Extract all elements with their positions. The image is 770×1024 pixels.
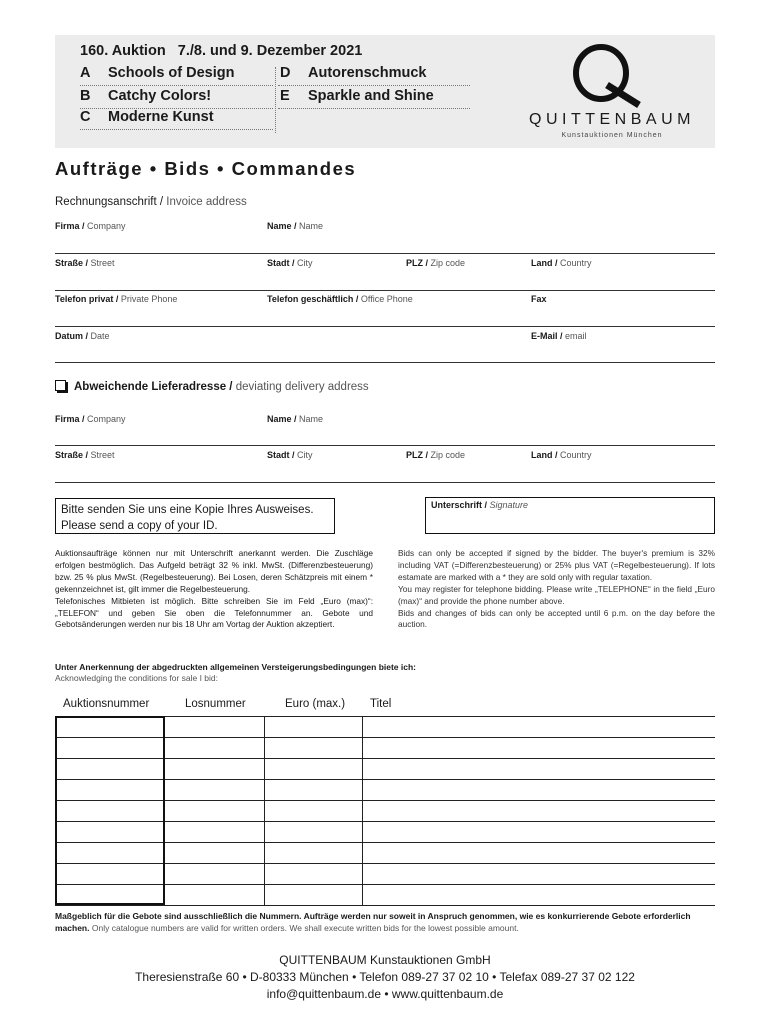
divider	[278, 108, 470, 109]
auction-title: 160. Auktion 7./8. und 9. Dezember 2021	[80, 43, 363, 59]
terms-english: Bids can only be accepted if signed by the bidder. The buyer's premium is 32% including VAT (=Differenzbesteuerung) or 25% plus VAT (=Regelbesteuerung). If lots estamate are marked with a * they are sold only with regular taxation. You may register for telephone bidding. Please write „TELEPHONE“ in the field „Euro (max)“ and provide the phone number above. Bids and changes of bids can only be accepted until 6 p.m. on the day before the auction.	[398, 548, 715, 630]
email-field[interactable]: E-Mail / email	[531, 331, 587, 341]
bid-footnote: Maßgeblich für die Gebote sind ausschließlich die Nummern. Aufträge werden nur soweit in Anspruch genommen, wie es konkurrierende Gebote erforderlich machen. Only catalogue numbers are valid for written orders. We shall execute written bids for the lowest possible amount.	[55, 911, 691, 933]
zip-field[interactable]: PLZ / Zip code	[406, 258, 466, 268]
footer	[55, 952, 715, 1003]
field-line	[55, 253, 715, 254]
terms-german: Auktionsaufträge können nur mit Unterschrift anerkannt werden. Die Zuschläge erfolgen bestmöglich. Das Aufgeld beträgt 32 % inkl. MwSt. (Differenzbesteuerung) bzw. 25 % plus MwSt. (Regelbesteuerung). Bei Losen, deren Schätzpreis mit einem * gekennzeichnet ist, gilt immer die Regelbesteuerung. Telefonisches Mitbieten ist möglich. Bitte schreiben Sie im Feld „Euro (max)“: „TELEFON“ und geben Sie oben die Telefonnummer an. Gebote und Gebotsänderungen werden nur bis 18 Uhr am Vortag der Auktion akzeptiert.	[55, 548, 373, 630]
invoice-heading: Rechnungsanschrift / Invoice address	[55, 196, 247, 208]
delivery-zip-field[interactable]: PLZ / Zip code	[406, 450, 466, 460]
street-field[interactable]: Straße / Street	[55, 258, 115, 268]
section-b: B Catchy Colors!	[80, 88, 212, 104]
city-field[interactable]: Stadt / City	[267, 258, 313, 268]
field-line	[55, 445, 715, 446]
footer-address: Theresienstraße 60 • D-80333 München • Telefon 089-27 37 02 10 • Telefax 089-27 37 02 122	[135, 970, 635, 984]
divider	[278, 85, 470, 86]
footer-contact: info@quittenbaum.de • www.quittenbaum.de	[266, 987, 504, 1001]
column-header-lot-number: Losnummer	[185, 698, 246, 710]
conditions-statement: Unter Anerkennung der abgedruckten allgemeinen Versteigerungsbedingungen biete ich: Acknowledging the conditions for sale I bid:	[55, 662, 417, 683]
column-divider	[275, 67, 276, 133]
delivery-company-field[interactable]: Firma / Company	[55, 414, 126, 424]
delivery-country-field[interactable]: Land / Country	[531, 450, 592, 460]
signature-field[interactable]: Unterschrift / Signature	[425, 497, 715, 534]
company-field[interactable]: Firma / Company	[55, 221, 126, 231]
id-copy-note: Bitte senden Sie uns eine Kopie Ihres Ausweises. Please send a copy of your ID.	[55, 498, 335, 534]
field-line	[55, 290, 715, 291]
table-row[interactable]	[55, 905, 715, 906]
divider	[80, 129, 273, 130]
section-c: C Moderne Kunst	[80, 109, 214, 125]
delivery-street-field[interactable]: Straße / Street	[55, 450, 115, 460]
divider	[80, 85, 273, 86]
delivery-name-field[interactable]: Name / Name	[267, 414, 324, 424]
section-e: E Sparkle and Shine	[280, 88, 434, 104]
footer-company: QUITTENBAUM Kunstauktionen GmbH	[279, 953, 491, 967]
column-divider	[264, 716, 265, 905]
fax-field[interactable]: Fax	[531, 294, 547, 304]
column-divider	[362, 716, 363, 905]
private-phone-field[interactable]: Telefon privat / Private Phone	[55, 294, 178, 304]
field-line	[55, 482, 715, 483]
field-line	[55, 362, 715, 363]
field-line	[55, 326, 715, 327]
date-field[interactable]: Datum / Date	[55, 331, 110, 341]
country-field[interactable]: Land / Country	[531, 258, 592, 268]
delivery-city-field[interactable]: Stadt / City	[267, 450, 313, 460]
section-a: A Schools of Design	[80, 65, 235, 81]
auction-number-column[interactable]	[55, 716, 165, 905]
column-header-euro-max: Euro (max.)	[285, 698, 346, 710]
office-phone-field[interactable]: Telefon geschäftlich / Office Phone	[267, 294, 413, 304]
quittenbaum-logo-icon	[567, 41, 643, 109]
brand-name: QUITTENBAUM	[529, 111, 695, 128]
name-field[interactable]: Name / Name	[267, 221, 324, 231]
delivery-address-checkbox-row[interactable]: Abweichende Lieferadresse / deviating delivery address	[55, 380, 369, 393]
column-header-auction-number: Auktionsnummer	[63, 698, 150, 710]
section-d: D Autorenschmuck	[280, 65, 427, 81]
brand-subtitle: Kunstauktionen München	[561, 132, 663, 139]
checkbox[interactable]	[55, 380, 66, 391]
page-title: Aufträge • Bids • Commandes	[55, 158, 357, 179]
column-header-title: Titel	[370, 698, 392, 710]
header-banner	[55, 35, 715, 148]
